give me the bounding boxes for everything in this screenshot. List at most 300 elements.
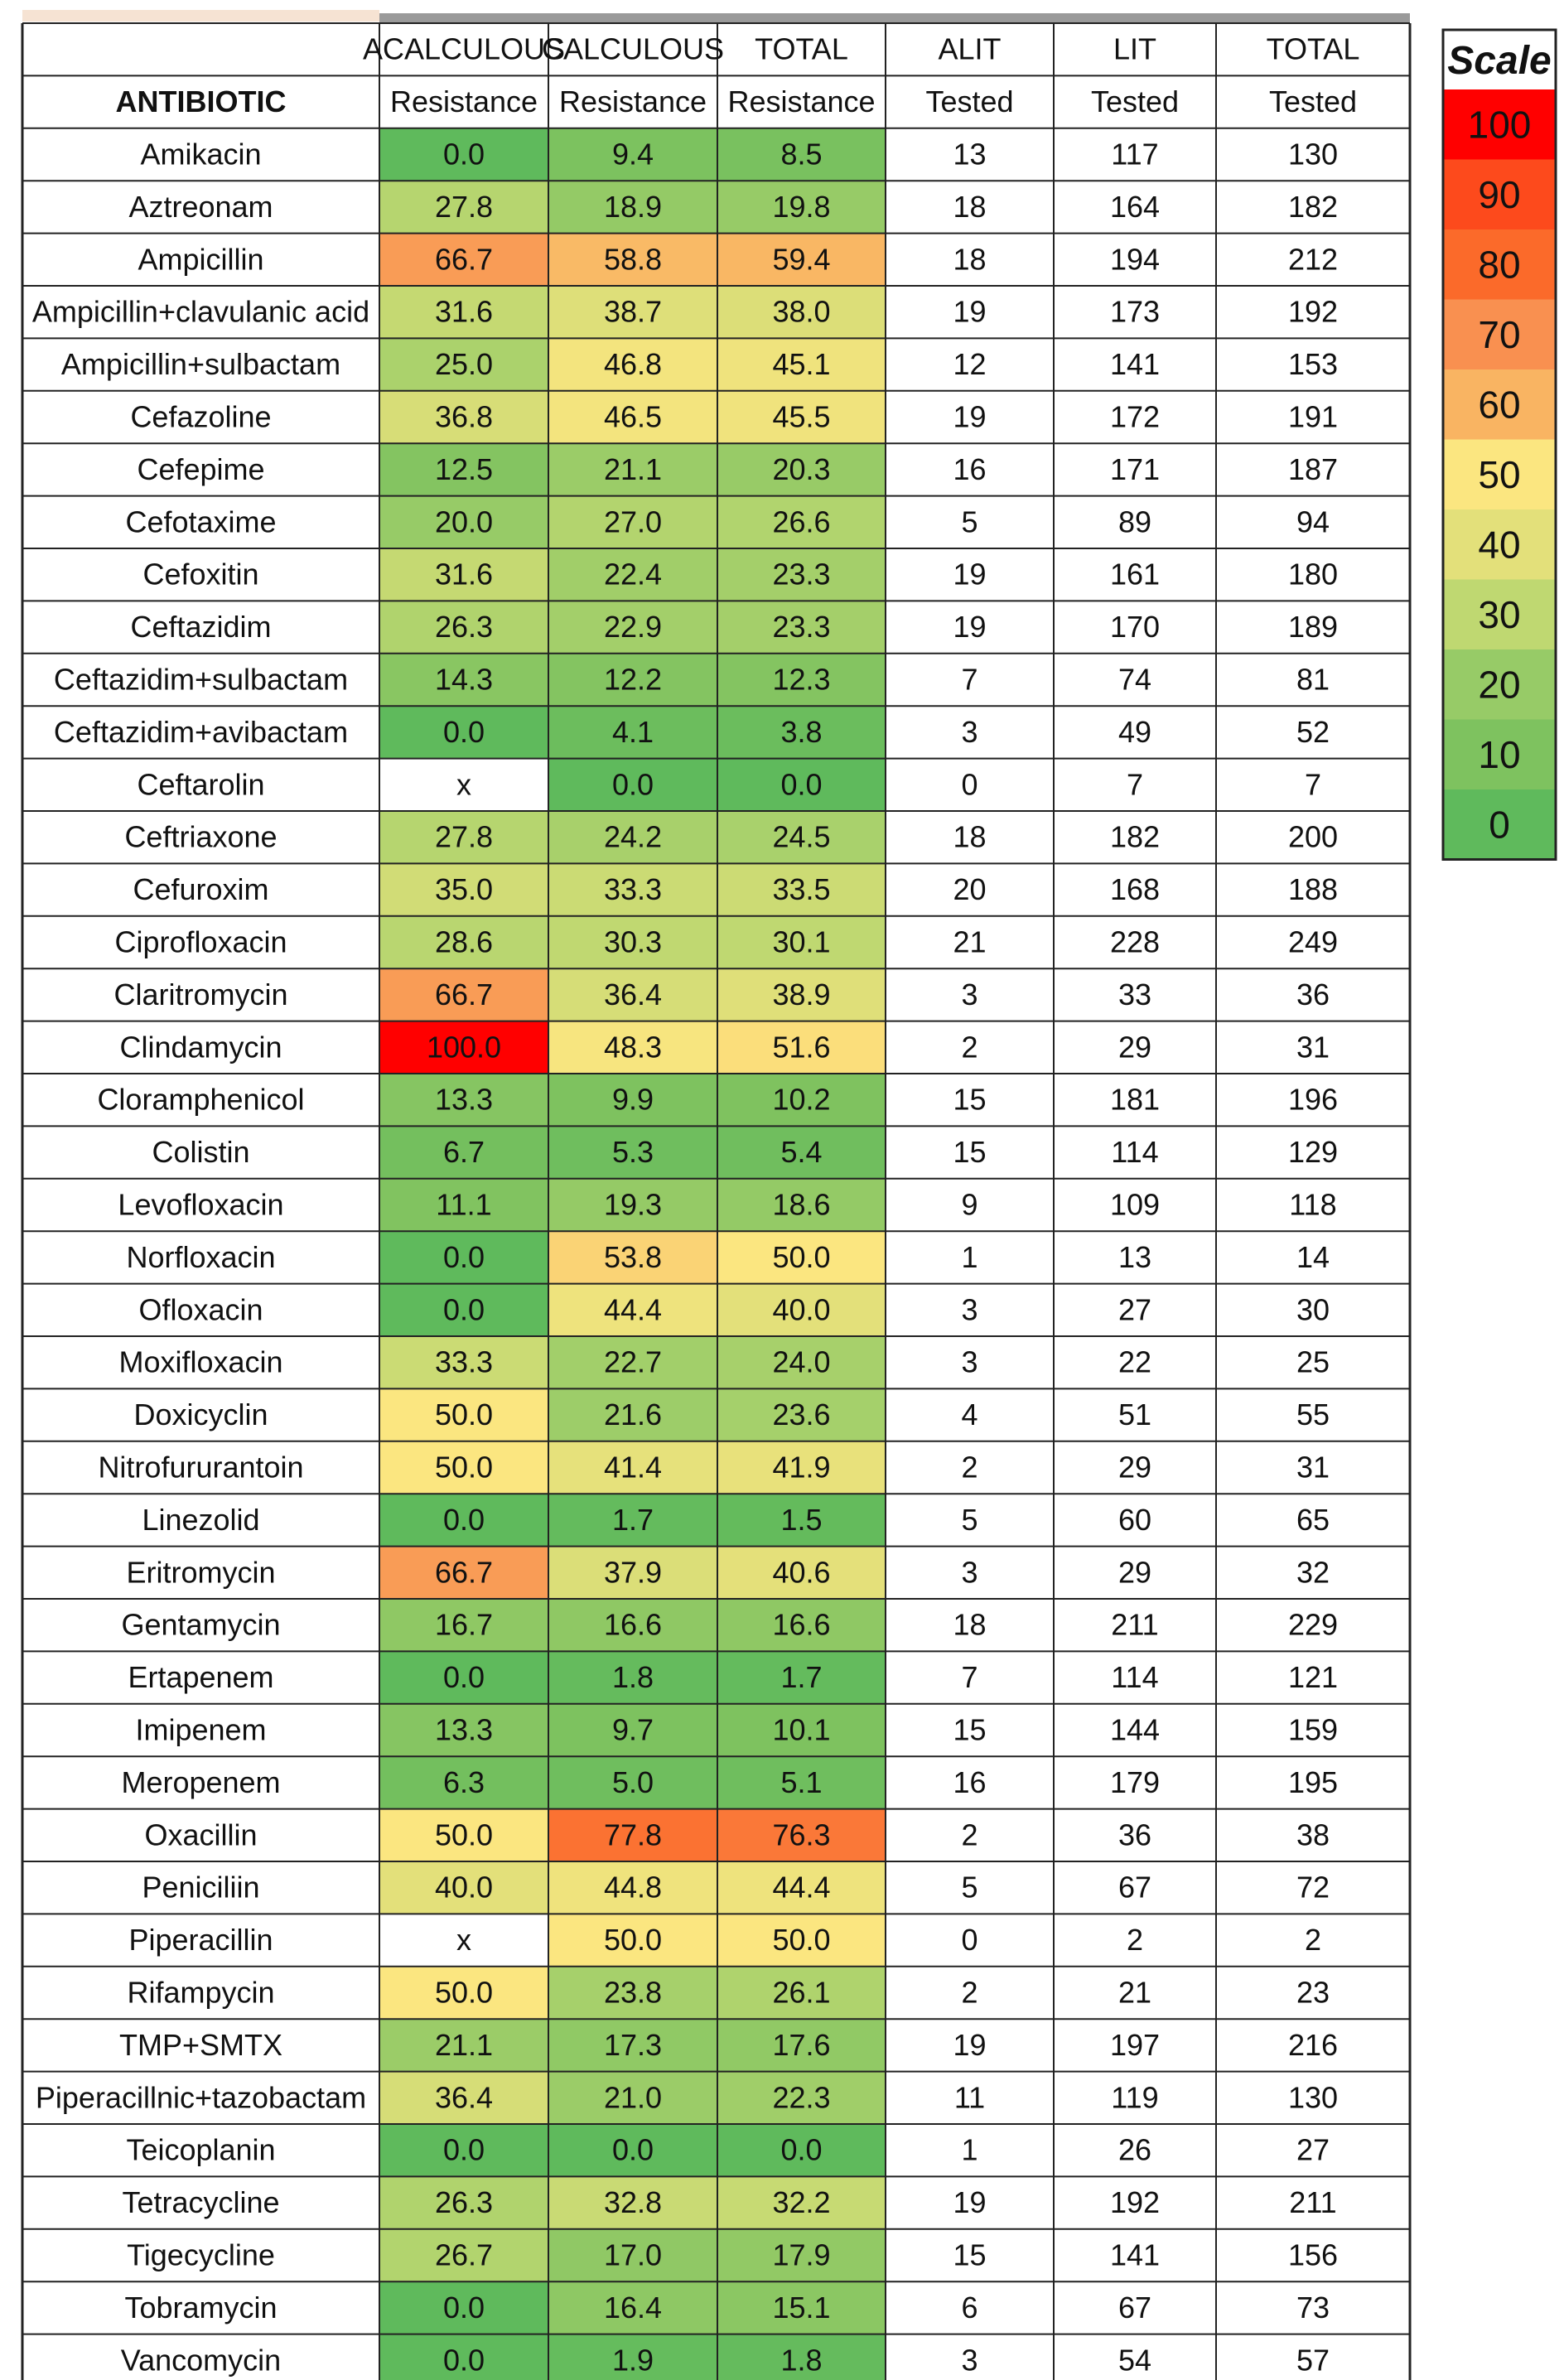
data-label: 19 bbox=[953, 2185, 987, 2220]
data-label: 0.0 bbox=[442, 1502, 485, 1537]
data-label: 19 bbox=[953, 2027, 987, 2062]
data-label: 23 bbox=[1296, 1975, 1330, 2010]
data-label: 25 bbox=[1296, 1344, 1330, 1379]
data-label: 2 bbox=[1304, 1923, 1322, 1958]
data-label: 114 bbox=[1111, 1660, 1159, 1695]
data-label: 5.0 bbox=[611, 1764, 654, 1799]
data-label: 5.4 bbox=[780, 1135, 823, 1170]
antibiotic-label: Ceftazidim+avibactam bbox=[53, 714, 349, 749]
data-label: 20.0 bbox=[434, 504, 494, 539]
data-label: 14.3 bbox=[434, 662, 494, 697]
data-label: 12.3 bbox=[772, 662, 831, 697]
data-label: 72 bbox=[1296, 1870, 1330, 1904]
antibiotic-label: Colistin bbox=[152, 1135, 250, 1170]
data-label: 30.1 bbox=[772, 924, 831, 959]
antibiotic-label: Ceftriaxone bbox=[124, 819, 278, 854]
data-label: 172 bbox=[1109, 399, 1161, 434]
antibiotic-label: Tigecycline bbox=[127, 2238, 275, 2272]
data-label: 50.0 bbox=[434, 1450, 494, 1484]
data-label: 13.3 bbox=[434, 1712, 494, 1747]
data-label: 26.3 bbox=[434, 610, 494, 644]
data-label: 76.3 bbox=[772, 1818, 831, 1852]
data-label: 51 bbox=[1117, 1398, 1152, 1432]
data-label: 5.3 bbox=[611, 1135, 654, 1170]
antibiotic-label: Nitrofururantoin bbox=[98, 1450, 304, 1484]
data-label: 44.4 bbox=[603, 1292, 663, 1327]
data-label: 161 bbox=[1109, 557, 1161, 591]
data-label: 180 bbox=[1287, 557, 1339, 591]
antibiotic-label: Gentamycin bbox=[121, 1607, 281, 1642]
data-label: 59.4 bbox=[772, 242, 831, 277]
data-label: 24.0 bbox=[772, 1344, 831, 1379]
header-cell: Tested bbox=[1268, 84, 1358, 119]
data-label: 192 bbox=[1287, 294, 1339, 329]
data-label: 229 bbox=[1287, 1607, 1339, 1642]
data-label: 57 bbox=[1296, 2343, 1330, 2378]
data-label: 3 bbox=[961, 2343, 978, 2378]
data-label: 0.0 bbox=[780, 2132, 823, 2167]
data-label: 23.6 bbox=[772, 1398, 831, 1432]
data-label: 1.9 bbox=[611, 2343, 654, 2378]
data-label: 5.1 bbox=[780, 1764, 823, 1799]
antibiotic-label: Imipenem bbox=[135, 1712, 267, 1747]
data-label: 37.9 bbox=[603, 1555, 663, 1590]
data-label: 16.6 bbox=[603, 1607, 663, 1642]
data-label: 38.0 bbox=[772, 294, 831, 329]
data-label: 1.8 bbox=[780, 2343, 823, 2378]
data-label: 50.0 bbox=[772, 1923, 831, 1958]
data-label: 16.6 bbox=[772, 1607, 831, 1642]
data-label: 48.3 bbox=[603, 1030, 663, 1064]
data-label: 0.0 bbox=[442, 2343, 485, 2378]
data-label: 67 bbox=[1117, 2290, 1152, 2324]
header-cell: CALCULOUS bbox=[541, 31, 725, 66]
data-label: 45.5 bbox=[772, 399, 831, 434]
data-label: 156 bbox=[1287, 2238, 1339, 2272]
data-label: 66.7 bbox=[434, 1555, 494, 1590]
data-label: 21.6 bbox=[603, 1398, 663, 1432]
data-label: 0.0 bbox=[442, 2290, 485, 2324]
data-label: 182 bbox=[1109, 819, 1161, 854]
data-label: 31 bbox=[1296, 1450, 1330, 1484]
antibiotic-label: Cefazoline bbox=[130, 399, 272, 434]
data-label: 249 bbox=[1287, 924, 1339, 959]
data-label: 1.5 bbox=[780, 1502, 823, 1537]
data-label: 31.6 bbox=[434, 557, 494, 591]
data-label: 31.6 bbox=[434, 294, 494, 329]
data-label: 13 bbox=[953, 137, 987, 171]
data-label: 33 bbox=[1117, 977, 1152, 1011]
data-label: 121 bbox=[1287, 1660, 1339, 1695]
data-label: 9 bbox=[961, 1187, 978, 1222]
data-label: 19 bbox=[953, 557, 987, 591]
antibiotic-label: Rifampycin bbox=[127, 1975, 275, 2010]
data-label: 55 bbox=[1296, 1398, 1330, 1432]
antibiotic-label: Norfloxacin bbox=[126, 1239, 276, 1274]
antibiotic-label: Cefepime bbox=[137, 451, 265, 486]
antibiotic-label: Piperacillin bbox=[128, 1923, 273, 1958]
data-label: 0.0 bbox=[442, 1292, 485, 1327]
data-label: 6 bbox=[961, 2290, 978, 2324]
data-label: 30.3 bbox=[603, 924, 663, 959]
data-label: 2 bbox=[961, 1818, 978, 1852]
data-label: 4.1 bbox=[611, 714, 654, 749]
data-label: 200 bbox=[1287, 819, 1339, 854]
antibiotic-label: Ciprofloxacin bbox=[114, 924, 287, 959]
data-label: 191 bbox=[1287, 399, 1339, 434]
data-label: 2 bbox=[961, 1030, 978, 1064]
antibiotic-label: Ceftazidim+sulbactam bbox=[53, 662, 349, 697]
data-label: 27 bbox=[1117, 1292, 1152, 1327]
data-label: 54 bbox=[1117, 2343, 1152, 2378]
data-label: 2 bbox=[1126, 1923, 1144, 1958]
data-label: 44.8 bbox=[603, 1870, 663, 1904]
antibiotic-label: Peniciliin bbox=[142, 1870, 260, 1904]
antibiotic-label: Cloramphenicol bbox=[97, 1082, 305, 1117]
data-label: 6.3 bbox=[442, 1764, 485, 1799]
data-label: 33.3 bbox=[603, 872, 663, 907]
data-label: 52 bbox=[1296, 714, 1330, 749]
data-label: 0 bbox=[961, 1923, 978, 1958]
data-label: 12 bbox=[953, 347, 987, 382]
data-label: 7 bbox=[961, 1660, 978, 1695]
data-label: 29 bbox=[1117, 1450, 1152, 1484]
data-label: 187 bbox=[1287, 451, 1339, 486]
data-label: 192 bbox=[1109, 2185, 1161, 2220]
data-label: 18 bbox=[953, 1607, 987, 1642]
data-label: 18 bbox=[953, 242, 987, 277]
scale-label: 30 bbox=[1478, 592, 1521, 636]
data-label: 26.7 bbox=[434, 2238, 494, 2272]
antibiotic-label: Linezolid bbox=[142, 1502, 260, 1537]
data-label: 1.7 bbox=[611, 1502, 654, 1537]
data-label: 3 bbox=[961, 1555, 978, 1590]
data-label: 46.5 bbox=[603, 399, 663, 434]
antibiotic-label: Ampicillin bbox=[138, 242, 264, 277]
antibiotic-label: Vancomycin bbox=[120, 2343, 282, 2378]
data-label: 171 bbox=[1109, 451, 1161, 486]
data-label: 22.4 bbox=[603, 557, 663, 591]
data-label: 18 bbox=[953, 819, 987, 854]
data-label: 228 bbox=[1109, 924, 1161, 959]
data-label: 50.0 bbox=[603, 1923, 663, 1958]
data-label: 50.0 bbox=[434, 1818, 494, 1852]
data-label: 24.2 bbox=[603, 819, 663, 854]
header-cell: Tested bbox=[925, 84, 1014, 119]
scale-label: 60 bbox=[1478, 383, 1521, 427]
data-label: 36.4 bbox=[603, 977, 663, 1011]
data-label: 196 bbox=[1287, 1082, 1339, 1117]
data-label: 173 bbox=[1109, 294, 1161, 329]
data-label: 50.0 bbox=[772, 1239, 831, 1274]
antibiotic-label: Ceftarolin bbox=[137, 767, 265, 802]
data-label: 31 bbox=[1296, 1030, 1330, 1064]
data-label: 38.7 bbox=[603, 294, 663, 329]
data-label: 179 bbox=[1109, 1764, 1161, 1799]
data-label: 10.2 bbox=[772, 1082, 831, 1117]
data-label: 32.8 bbox=[603, 2185, 663, 2220]
data-label: 114 bbox=[1111, 1135, 1159, 1170]
data-label: 7 bbox=[1126, 767, 1144, 802]
data-label: 164 bbox=[1109, 189, 1161, 224]
data-label: 0.0 bbox=[442, 714, 485, 749]
data-label: 29 bbox=[1117, 1555, 1152, 1590]
data-label: 73 bbox=[1296, 2290, 1330, 2324]
antibiotic-label: Piperacillnic+tazobactam bbox=[35, 2080, 367, 2115]
antibiotic-label: Levofloxacin bbox=[118, 1187, 284, 1222]
data-label: 19 bbox=[953, 610, 987, 644]
data-label: 5 bbox=[961, 1502, 978, 1537]
antibiotic-label: Teicoplanin bbox=[126, 2132, 276, 2167]
data-label: 33.5 bbox=[772, 872, 831, 907]
data-label: 24.5 bbox=[772, 819, 831, 854]
data-label: 153 bbox=[1287, 347, 1339, 382]
data-label: 26.3 bbox=[434, 2185, 494, 2220]
data-label: 20 bbox=[953, 872, 987, 907]
scale-label: 100 bbox=[1467, 103, 1532, 147]
header-cell: TOTAL bbox=[1266, 31, 1360, 66]
data-label: 27.8 bbox=[434, 819, 494, 854]
data-label: 0.0 bbox=[442, 1239, 485, 1274]
scale-label: 80 bbox=[1478, 243, 1521, 287]
data-label: 0.0 bbox=[442, 2132, 485, 2167]
data-label: 1.7 bbox=[780, 1660, 823, 1695]
data-label: 17.9 bbox=[772, 2238, 831, 2272]
data-label: 3 bbox=[961, 977, 978, 1011]
data-label: 5 bbox=[961, 1870, 978, 1904]
data-label: 16.4 bbox=[603, 2290, 663, 2324]
data-label: 40.0 bbox=[772, 1292, 831, 1327]
antibiotic-label: Tobramycin bbox=[124, 2290, 278, 2324]
top-header-bar bbox=[379, 13, 1410, 23]
data-label: 141 bbox=[1109, 2238, 1161, 2272]
data-label: 41.4 bbox=[603, 1450, 663, 1484]
data-label: 16 bbox=[953, 451, 987, 486]
antibiotic-label: Eritromycin bbox=[126, 1555, 276, 1590]
data-label: 212 bbox=[1287, 242, 1339, 277]
data-label: 117 bbox=[1111, 137, 1159, 171]
data-label: 129 bbox=[1287, 1135, 1339, 1170]
data-label: 21 bbox=[953, 924, 987, 959]
data-label: 66.7 bbox=[434, 242, 494, 277]
scale-label: 90 bbox=[1478, 172, 1521, 216]
data-label: 0.0 bbox=[611, 2132, 654, 2167]
data-label: 118 bbox=[1289, 1187, 1337, 1222]
data-label: 14 bbox=[1296, 1239, 1330, 1274]
data-label: 15.1 bbox=[772, 2290, 831, 2324]
data-label: 3 bbox=[961, 1292, 978, 1327]
data-label: 21.0 bbox=[603, 2080, 663, 2115]
antibiotic-label: Cefotaxime bbox=[125, 504, 277, 539]
data-label: 0 bbox=[961, 767, 978, 802]
data-label: 77.8 bbox=[603, 1818, 663, 1852]
data-label: 26.1 bbox=[772, 1975, 831, 2010]
scale-label: 10 bbox=[1478, 732, 1521, 776]
data-label: 5 bbox=[961, 504, 978, 539]
antibiotic-label: TMP+SMTX bbox=[118, 2027, 283, 2062]
antibiotic-label: Oxacillin bbox=[144, 1818, 258, 1852]
data-label: 130 bbox=[1287, 137, 1339, 171]
data-label: 36.8 bbox=[434, 399, 494, 434]
data-label: 33.3 bbox=[434, 1344, 494, 1379]
antibiotic-label: Tetracycline bbox=[122, 2185, 280, 2220]
data-label: 20.3 bbox=[772, 451, 831, 486]
data-label: 89 bbox=[1117, 504, 1152, 539]
header-cell: Tested bbox=[1090, 84, 1180, 119]
data-label: 58.8 bbox=[603, 242, 663, 277]
data-label: 2 bbox=[961, 1450, 978, 1484]
data-label: 182 bbox=[1287, 189, 1339, 224]
data-label: 6.7 bbox=[442, 1135, 485, 1170]
header-cell: Resistance bbox=[389, 84, 538, 119]
data-label: 23.8 bbox=[603, 1975, 663, 2010]
data-label: 21 bbox=[1117, 1975, 1152, 2010]
data-label: 32.2 bbox=[772, 2185, 831, 2220]
data-label: 32 bbox=[1296, 1555, 1330, 1590]
antibiotic-label: Moxifloxacin bbox=[118, 1344, 283, 1379]
data-label: 21.1 bbox=[434, 2027, 494, 2062]
data-label: 74 bbox=[1117, 662, 1152, 697]
data-label: 9.4 bbox=[611, 137, 654, 171]
data-label: 46.8 bbox=[603, 347, 663, 382]
header-cell: ANTIBIOTIC bbox=[115, 84, 287, 119]
antibiotic-label: Meropenem bbox=[121, 1764, 281, 1799]
data-label: 13 bbox=[1117, 1239, 1152, 1274]
data-label: 29 bbox=[1117, 1030, 1152, 1064]
antibiotic-label: Ofloxacin bbox=[138, 1292, 263, 1327]
data-label: 144 bbox=[1109, 1712, 1161, 1747]
data-label: 41.9 bbox=[772, 1450, 831, 1484]
data-label: 0.0 bbox=[780, 767, 823, 802]
data-label: 38 bbox=[1296, 1818, 1330, 1852]
data-label: 211 bbox=[1289, 2185, 1337, 2220]
scale-label: 40 bbox=[1478, 523, 1521, 567]
data-label: 35.0 bbox=[434, 872, 494, 907]
data-label: 1.8 bbox=[611, 1660, 654, 1695]
header-cell: LIT bbox=[1113, 31, 1157, 66]
data-label: 38.9 bbox=[772, 977, 831, 1011]
data-label: 19 bbox=[953, 294, 987, 329]
data-label: 15 bbox=[953, 1135, 987, 1170]
antibiotic-label: Aztreonam bbox=[128, 189, 273, 224]
data-label: 50.0 bbox=[434, 1398, 494, 1432]
data-label: 15 bbox=[953, 1082, 987, 1117]
antibiotic-label: Amikacin bbox=[140, 137, 262, 171]
data-label: 8.5 bbox=[780, 137, 823, 171]
antibiotic-label: Doxicyclin bbox=[133, 1398, 268, 1432]
data-label: 26.6 bbox=[772, 504, 831, 539]
data-label: 15 bbox=[953, 2238, 987, 2272]
data-label: 100.0 bbox=[426, 1030, 502, 1064]
data-label: 18.9 bbox=[603, 189, 663, 224]
scale-label: 20 bbox=[1478, 663, 1521, 707]
data-label: 1 bbox=[961, 1239, 978, 1274]
data-label: 49 bbox=[1117, 714, 1152, 749]
data-label: 94 bbox=[1296, 504, 1330, 539]
header-cell: Resistance bbox=[727, 84, 876, 119]
antibiotic-label: Cefoxitin bbox=[142, 557, 259, 591]
data-label: 16 bbox=[953, 1764, 987, 1799]
data-label: 27.8 bbox=[434, 189, 494, 224]
data-label: 17.6 bbox=[772, 2027, 831, 2062]
data-label: 197 bbox=[1109, 2027, 1161, 2062]
data-label: 159 bbox=[1287, 1712, 1339, 1747]
data-label: 119 bbox=[1111, 2080, 1159, 2115]
top-accent-bar bbox=[22, 10, 379, 22]
antibiotic-label: Claritromycin bbox=[113, 977, 288, 1011]
data-label: 53.8 bbox=[603, 1239, 663, 1274]
data-label: 23.3 bbox=[772, 610, 831, 644]
data-label: 109 bbox=[1109, 1187, 1161, 1222]
antibiotic-label: Ampicillin+sulbactam bbox=[60, 347, 341, 382]
data-label: 16.7 bbox=[434, 1607, 494, 1642]
scale-label: 70 bbox=[1478, 312, 1521, 356]
data-label: 3 bbox=[961, 714, 978, 749]
antibiotic-label: Cefuroxim bbox=[133, 872, 269, 907]
data-label: 40.0 bbox=[434, 1870, 494, 1904]
data-label: 3 bbox=[961, 1344, 978, 1379]
data-label: 7 bbox=[961, 662, 978, 697]
data-label: 26 bbox=[1117, 2132, 1152, 2167]
data-label: 67 bbox=[1117, 1870, 1152, 1904]
data-label: 22 bbox=[1117, 1344, 1152, 1379]
antibiotic-label: Ertapenem bbox=[128, 1660, 274, 1695]
data-label: 4 bbox=[961, 1398, 978, 1432]
data-label: 50.0 bbox=[434, 1975, 494, 2010]
data-label: 51.6 bbox=[772, 1030, 831, 1064]
data-label: 11.1 bbox=[436, 1187, 492, 1222]
antibiotic-label: Ampicillin+clavulanic acid bbox=[31, 294, 370, 329]
data-label: 19.8 bbox=[772, 189, 831, 224]
data-label: 17.3 bbox=[603, 2027, 663, 2062]
data-label: 12.2 bbox=[603, 662, 663, 697]
data-label: 3.8 bbox=[780, 714, 823, 749]
data-label: 188 bbox=[1287, 872, 1339, 907]
data-label: 60 bbox=[1117, 1502, 1152, 1537]
data-label: 141 bbox=[1109, 347, 1161, 382]
data-label: 170 bbox=[1109, 610, 1161, 644]
data-label: 195 bbox=[1287, 1764, 1339, 1799]
header-cell: ACALCULOUS bbox=[362, 31, 566, 66]
data-label: 189 bbox=[1287, 610, 1339, 644]
data-label: 181 bbox=[1109, 1082, 1161, 1117]
data-label: 130 bbox=[1287, 2080, 1339, 2115]
scale-label: 0 bbox=[1489, 803, 1510, 847]
data-label: 27 bbox=[1296, 2132, 1330, 2167]
antibiotic-label: Ceftazidim bbox=[130, 610, 272, 644]
data-label: 36 bbox=[1296, 977, 1330, 1011]
data-label: 36 bbox=[1117, 1818, 1152, 1852]
data-label: 15 bbox=[953, 1712, 987, 1747]
antibiotic-label: Clindamycin bbox=[119, 1030, 282, 1064]
data-label: 81 bbox=[1296, 662, 1330, 697]
data-label: 9.9 bbox=[611, 1082, 654, 1117]
data-label: 10.1 bbox=[772, 1712, 831, 1747]
data-label: 65 bbox=[1296, 1502, 1330, 1537]
data-label: 22.9 bbox=[603, 610, 663, 644]
data-label: 19.3 bbox=[603, 1187, 663, 1222]
data-label: 22.7 bbox=[603, 1344, 663, 1379]
data-label: 28.6 bbox=[434, 924, 494, 959]
data-label: 13.3 bbox=[434, 1082, 494, 1117]
header-cell: Resistance bbox=[558, 84, 707, 119]
data-label: 44.4 bbox=[772, 1870, 831, 1904]
data-label: 9.7 bbox=[611, 1712, 654, 1747]
data-label: 22.3 bbox=[772, 2080, 831, 2115]
data-label: 18 bbox=[953, 189, 987, 224]
data-label: 18.6 bbox=[772, 1187, 831, 1222]
data-label: 2 bbox=[961, 1975, 978, 2010]
